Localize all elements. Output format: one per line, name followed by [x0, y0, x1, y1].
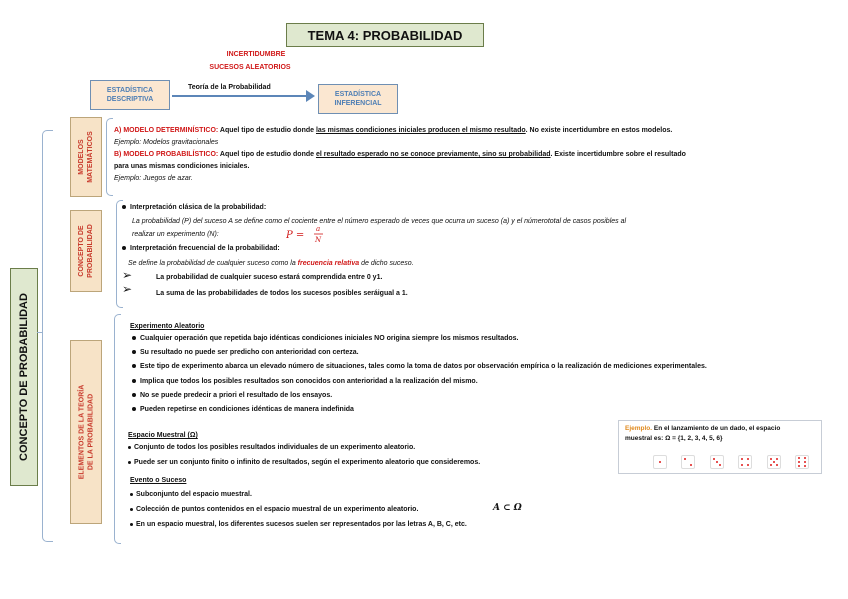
example-box	[618, 420, 822, 474]
experimento-item-3	[132, 362, 707, 371]
modelos-label-line2: MATEMÁTICOS	[87, 131, 94, 183]
bullet-icon	[130, 493, 133, 496]
elementos-label-line1: ELEMENTOS DE LA TEORÍA	[78, 384, 86, 480]
elementos-label-line2: DE LA PROBABILIDAD	[87, 393, 95, 471]
bullet-icon	[132, 393, 136, 397]
die-2-icon	[681, 455, 695, 469]
arrowhead-icon: ➢	[122, 282, 133, 296]
bullet-icon	[132, 379, 136, 383]
espacio-item-1	[128, 443, 415, 452]
teoria-probabilidad-label: Teoría de la Probabilidad	[188, 84, 271, 91]
bullet-icon	[130, 523, 133, 526]
frecuencial-item1: La probabilidad de cualquier suceso estará comprendida entre 0 y1.	[156, 274, 383, 281]
suceso-item-1	[130, 490, 252, 499]
probabilistico-example: Ejemplo: Juegos de azar.	[114, 175, 193, 182]
espacio-item-2-text: Puede ser un conjunto finito o infinito de resultados, según el experimento aleatorio que consideremos.	[134, 459, 481, 466]
concepto-probabilidad-label	[77, 224, 95, 278]
frecuencial-heading	[122, 244, 280, 253]
elementos-teoria-label	[77, 385, 95, 480]
bullet-icon	[130, 508, 133, 511]
die-5-icon	[767, 455, 781, 469]
deterministico-text2: . No existe incertidumbre en estos modelos.	[525, 127, 673, 134]
formula-svg	[286, 222, 326, 246]
suceso-item-3	[130, 520, 467, 529]
deterministico-heading: A) MODELO DETERMINÍSTICO:	[114, 127, 219, 134]
probabilistico-text2: . Existe incertidumbre sobre el resultado	[550, 151, 686, 158]
outer-brace	[42, 130, 53, 542]
main-vertical-label: CONCEPTO DE PROBABILIDAD	[18, 293, 30, 461]
estadistica-descriptiva-line1: ESTADÍSTICA	[106, 87, 154, 94]
estadistica-descriptiva-box	[90, 80, 170, 110]
modelo-probabilistico	[114, 150, 686, 159]
experimento-item-5-text: No se puede predecir a priori el resultado de los ensayos.	[140, 392, 333, 399]
frecuencia-relativa: frecuencia relativa	[297, 260, 360, 267]
frecuencial-text2: de dicho suceso.	[359, 260, 414, 267]
experimento-item-1	[132, 334, 519, 343]
frecuencial-text1: Se define la probabilidad de cualquier suceso como la	[128, 260, 298, 267]
suceso-item-2-text: Colección de puntos contenidos en el espacio muestral de un experimento aleatorio.	[136, 506, 419, 513]
probabilistico-text3: para unas mismas condiciones iniciales.	[114, 163, 250, 170]
modelos-label-line1: MODELOS	[78, 139, 85, 175]
formula-numerator: a	[316, 225, 321, 233]
outer-brace-tick	[37, 332, 43, 333]
example-text: En el lanzamiento de un dado, el espacio	[652, 425, 781, 432]
bullet-icon	[132, 407, 136, 411]
dice-row	[653, 455, 819, 474]
suceso-item-3-text: En un espacio muestral, los diferentes sucesos suelen ser representados por las letras A, B, C, etc.	[136, 521, 467, 528]
bullet-icon	[132, 350, 136, 354]
probabilistico-text1: Aquel tipo de estudio donde	[218, 151, 316, 158]
deterministico-example: Ejemplo: Modelos gravitacionales	[114, 139, 219, 146]
die-1-icon	[653, 455, 667, 469]
modelo-deterministico	[114, 126, 672, 135]
arrowhead-icon: ➢	[122, 268, 133, 282]
elementos-teoria-box	[70, 340, 102, 524]
arrow-line	[172, 95, 308, 97]
estadistica-inferencial-line1: ESTADÍSTICA	[334, 91, 382, 98]
clasica-text2: realizar un experimento (N):	[132, 231, 219, 238]
experimento-item-1-text: Cualquier operación que repetida bajo idénticas condiciones iniciales NO origina siempre los mismos resultados.	[140, 335, 519, 342]
section3-brace	[114, 314, 121, 544]
die-6-icon	[795, 455, 809, 469]
experimento-item-5	[132, 391, 332, 400]
example-label: Ejemplo.	[625, 425, 653, 432]
bullet-icon	[128, 461, 131, 464]
section1-brace	[106, 118, 113, 196]
estadistica-inferencial-box	[318, 84, 398, 114]
clasica-heading	[122, 203, 266, 212]
concepto-probabilidad-main-box	[10, 268, 38, 486]
probabilistico-heading: B) MODELO PROBABILÍSTICO:	[114, 151, 219, 158]
frecuencial-text	[128, 259, 414, 268]
example-line2: muestral es: Ω = {1, 2, 3, 4, 5, 6}	[625, 435, 723, 442]
experimento-item-6	[132, 405, 354, 414]
frecuencial-heading-text: Interpretación frecuencial de la probabilidad:	[130, 245, 280, 252]
modelos-matematicos-box	[70, 117, 102, 197]
estadistica-descriptiva-line2: DESCRIPTIVA	[106, 96, 154, 103]
formula-denominator: N	[315, 236, 322, 244]
espacio-item-1-text: Conjunto de todos los posibles resultados individuales de un experimento aleatorio.	[134, 444, 416, 451]
bullet-icon	[132, 336, 136, 340]
deterministico-text1: Aquel tipo de estudio donde	[218, 127, 316, 134]
formula-p: P =	[286, 230, 305, 241]
subset-symbol: A ⊂ Ω	[493, 503, 522, 513]
incertidumbre-label: INCERTIDUMBRE	[226, 51, 286, 58]
bullet-icon	[122, 205, 126, 209]
experimento-item-2-text: Su resultado no puede ser predicho con anterioridad con certeza.	[140, 349, 359, 356]
die-4-icon	[738, 455, 752, 469]
experimento-item-3-text: Este tipo de experimento abarca un elevado número de situaciones, tales como la toma de datos por observación empírica o la realización de mediciones experimentales.	[140, 363, 707, 370]
modelos-matematicos-label	[77, 131, 95, 183]
sucesos-label: SUCESOS ALEATORIOS	[209, 64, 291, 71]
frecuencial-item2: La suma de las probabilidades de todos los sucesos posibles seráigual a 1.	[156, 290, 408, 297]
die-3-icon	[710, 455, 724, 469]
bullet-icon	[132, 364, 136, 368]
example-line1	[625, 424, 780, 433]
suceso-item-2	[130, 505, 418, 514]
arrow-right-icon	[306, 90, 315, 102]
experimento-item-2	[132, 348, 359, 357]
experimento-item-4	[132, 377, 478, 386]
bullet-icon	[122, 246, 126, 250]
estadistica-inferencial-line2: INFERENCIAL	[334, 100, 382, 107]
concepto-label-line2: PROBABILIDAD	[87, 224, 95, 278]
espacio-heading: Espacio Muestral (Ω)	[128, 432, 198, 439]
clasica-text1: La probabilidad (P) del suceso A se define como el cociente entre el número esperado de veces que ocurra un suceso (a) y el númerototal de casos posibles al	[132, 218, 627, 225]
clasica-heading-text: Interpretación clásica de la probabilidad:	[130, 204, 267, 211]
concepto-label-line1: CONCEPTO DE	[78, 225, 86, 277]
probability-formula	[286, 222, 326, 251]
deterministico-underlined: las mismas condiciones iniciales producen el mismo resultado	[315, 127, 526, 134]
suceso-heading: Evento o Suceso	[130, 477, 187, 484]
experimento-item-6-text: Pueden repetirse en condiciones idénticas de manera indefinida	[140, 406, 354, 413]
espacio-item-2	[128, 458, 480, 467]
page-title: TEMA 4: PROBABILIDAD	[286, 23, 484, 47]
concepto-probabilidad-box	[70, 210, 102, 292]
suceso-item-1-text: Subconjunto del espacio muestral.	[136, 491, 252, 498]
probabilistico-underlined: el resultado esperado no se conoce previamente, sino su probabilidad	[315, 151, 551, 158]
experimento-item-4-text: Implica que todos los posibles resultados son conocidos con anterioridad a la realización del mismo.	[140, 378, 478, 385]
bullet-icon	[128, 446, 131, 449]
experimento-heading: Experimento Aleatorio	[130, 323, 205, 330]
